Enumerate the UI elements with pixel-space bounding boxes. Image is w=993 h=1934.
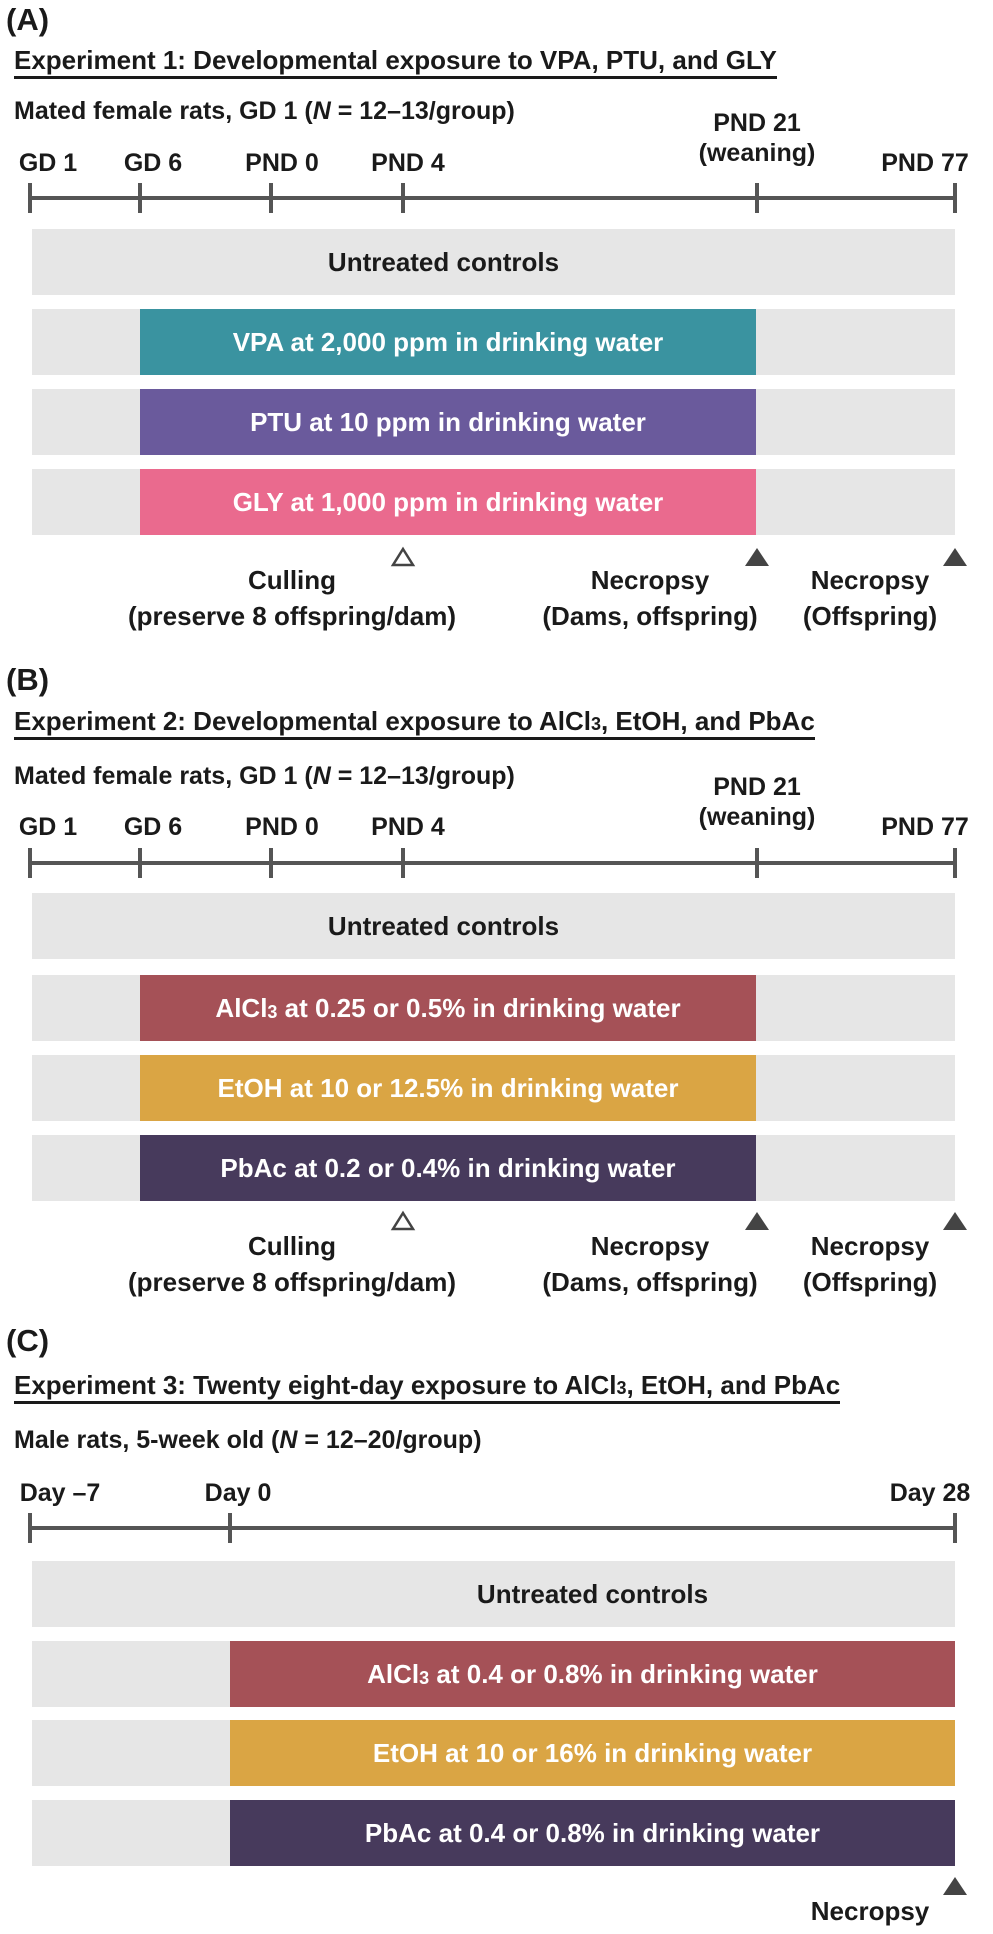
pbac-bar: PbAc at 0.4 or 0.8% in drinking water [230,1800,955,1866]
title-text: , EtOH, and PbAc [600,706,815,736]
bar-text: AlCl [367,1658,420,1689]
event-line: Necropsy [810,1896,930,1926]
subject-text: Mated female rats, GD 1 ( [14,97,313,125]
event-line: (Dams, offspring) [542,1267,758,1298]
tick-label-pnd21 [699,108,816,168]
event-line: Necropsy [590,1231,710,1261]
necropsy-event-offspring [803,562,937,635]
culling-event [128,1228,456,1301]
timeline-tick [953,1513,957,1543]
ptu-bar: PTU at 10 ppm in drinking water [140,389,756,455]
panel-a-title: Experiment 1: Developmental exposure to VPA, PTU, and GLY [14,47,777,79]
tick-label-pnd21-line1: PND 21 [713,773,801,801]
tick-label-day-minus7: Day –7 [19,1479,101,1507]
tick-label-gd1: GD 1 [18,813,78,841]
tick-label-gd6: GD 6 [123,813,183,841]
tick-label-pnd0: PND 0 [245,149,319,177]
panel-b-title [14,708,815,740]
panel-b-label: (B) [6,662,50,697]
timeline-tick [401,183,405,213]
alcl3-bar [230,1641,955,1707]
tick-label-weaning: (weaning) [698,803,816,831]
timeline-axis [30,1526,955,1530]
event-line: (preserve 8 offspring/dam) [128,1267,456,1298]
tick-label-pnd4: PND 4 [371,149,445,177]
timeline-tick [269,183,273,213]
tick-label-pnd77: PND 77 [881,813,969,841]
gly-bar: GLY at 1,000 ppm in drinking water [140,469,756,535]
title-subscript: 3 [590,714,601,734]
event-line: Necropsy [810,565,930,595]
pbac-bar: PbAc at 0.2 or 0.4% in drinking water [140,1135,756,1201]
tick-label-gd1: GD 1 [18,149,78,177]
event-line: (Offspring) [802,1267,938,1298]
event-line: (Offspring) [802,601,938,632]
timeline-tick [401,848,405,878]
event-line: (preserve 8 offspring/dam) [128,601,456,632]
control-label: Untreated controls [327,910,560,941]
filled-triangle-icon [942,1210,968,1232]
bar-text: at 0.25 or 0.5% in drinking water [277,992,681,1023]
tick-label-pnd21 [699,772,816,832]
event-line: Culling [247,1231,337,1261]
etoh-bar: EtOH at 10 or 12.5% in drinking water [140,1055,756,1121]
event-line: Necropsy [590,565,710,595]
culling-event [128,562,456,635]
subject-text: = 12–20/group) [297,1426,482,1454]
title-text: Experiment 2: Developmental exposure to AlCl [14,706,591,736]
tick-label-day28: Day 28 [889,1479,971,1507]
necropsy-event-dams [542,1228,757,1301]
bar-text: at 0.4 or 0.8% in drinking water [429,1658,818,1689]
filled-triangle-icon [942,546,968,568]
tick-label-pnd0: PND 0 [245,813,319,841]
vpa-bar: VPA at 2,000 ppm in drinking water [140,309,756,375]
alcl3-bar [140,975,756,1041]
timeline-tick [138,848,142,878]
timeline-tick [138,183,142,213]
subject-text: Male rats, 5-week old ( [14,1426,280,1454]
necropsy-event-dams [542,562,757,635]
event-line: Necropsy [810,1231,930,1261]
filled-triangle-icon [942,1875,968,1897]
necropsy-event-offspring [803,1228,937,1301]
panel-a-label: (A) [6,2,50,37]
timeline-tick [953,183,957,213]
title-subscript: 3 [616,1378,627,1398]
title-text: Experiment 3: Twenty eight-day exposure to AlCl [14,1370,617,1400]
panel-a-subject [14,99,515,124]
title-text: , EtOH, and PbAc [626,1370,841,1400]
tick-label-weaning: (weaning) [698,139,816,167]
timeline-tick [28,183,32,213]
necropsy-event [811,1893,930,1929]
etoh-bar: EtOH at 10 or 16% in drinking water [230,1720,955,1786]
panel-c-subject [14,1428,482,1453]
bar-text: AlCl [215,992,268,1023]
subject-n: N [312,762,331,790]
bar-subscript: 3 [419,1667,430,1688]
subject-n: N [279,1426,298,1454]
timeline-tick [28,848,32,878]
panel-b-subject [14,764,515,789]
timeline-tick [269,848,273,878]
timeline-tick [755,183,759,213]
timeline-tick [228,1513,232,1543]
subject-text: = 12–13/group) [330,97,515,125]
tick-label-gd6: GD 6 [123,149,183,177]
timeline-tick [755,848,759,878]
tick-label-day0: Day 0 [204,1479,272,1507]
tick-label-pnd77: PND 77 [881,149,969,177]
event-line: Culling [247,565,337,595]
subject-text: = 12–13/group) [330,762,515,790]
panel-c-label: (C) [6,1323,50,1358]
subject-n: N [312,97,331,125]
control-label: Untreated controls [327,246,560,277]
tick-label-pnd4: PND 4 [371,813,445,841]
tick-label-pnd21-line1: PND 21 [713,109,801,137]
timeline-axis [30,196,955,200]
control-label: Untreated controls [476,1578,709,1609]
event-line: (Dams, offspring) [542,601,758,632]
subject-text: Mated female rats, GD 1 ( [14,762,313,790]
timeline-tick [953,848,957,878]
panel-c-title [14,1372,840,1404]
timeline-tick [28,1513,32,1543]
bar-subscript: 3 [267,1001,278,1022]
timeline-axis [30,861,955,865]
